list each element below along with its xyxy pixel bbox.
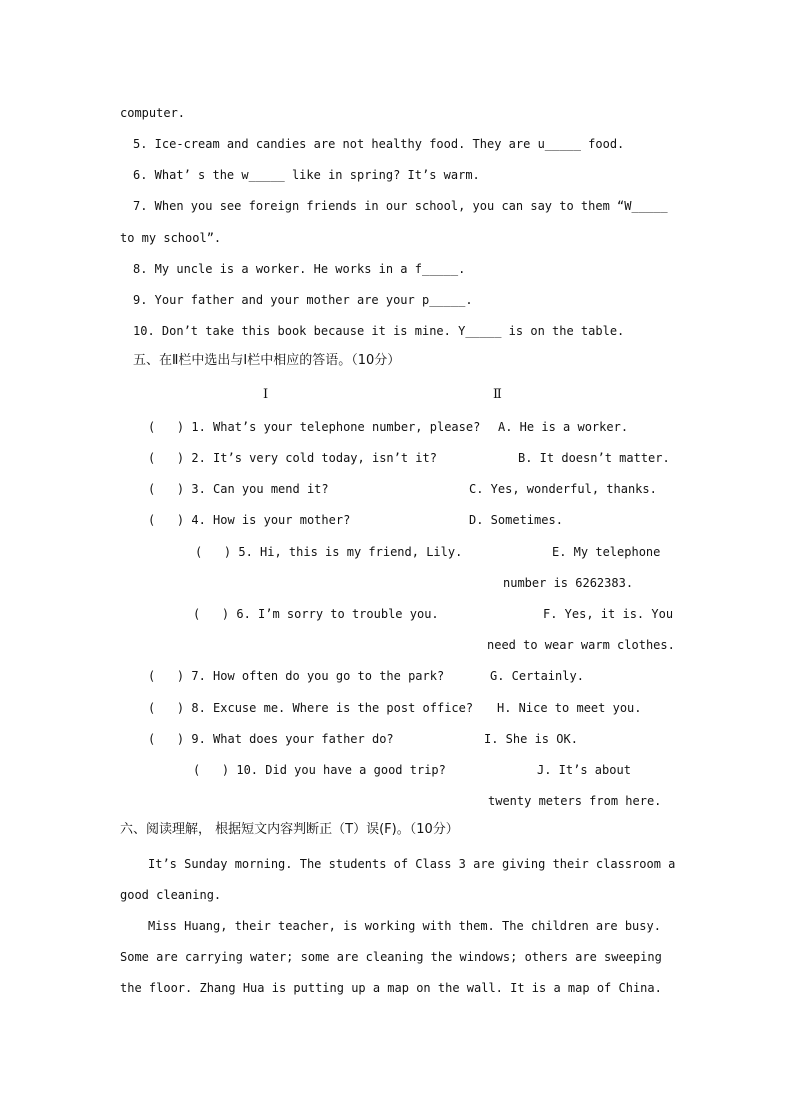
match-question-3: ( ) 3. Can you mend it? — [148, 482, 329, 496]
match-question-10: ( ) 10. Did you have a good trip? — [193, 763, 446, 777]
match-answer-j: J. It’s about — [537, 763, 631, 777]
match-question-6: ( ) 6. I’m sorry to trouble you. — [193, 607, 439, 621]
match-answer-i: I. She is OK. — [484, 732, 578, 746]
match-answer-f: F. Yes, it is. You — [543, 607, 674, 621]
match-question-1: ( ) 1. What’s your telephone number, please? — [148, 420, 481, 434]
match-question-5: ( ) 5. Hi, this is my friend, Lily. — [195, 545, 463, 559]
part4-item-7: 7. When you see foreign friends in our school, you can say to them “W_____ — [133, 199, 668, 213]
part6-heading: 六、阅读理解， 根据短文内容判断正（T）误(F)。（10分） — [120, 822, 459, 837]
match-question-8: ( ) 8. Excuse me. Where is the post office? — [148, 701, 474, 715]
match-answer-a: A. He is a worker. — [498, 420, 629, 434]
match-answer-j-cont: twenty meters from here. — [488, 794, 662, 808]
reading-line-4: Some are carrying water; some are cleaning the windows; others are sweeping — [120, 950, 662, 964]
reading-line-1: It’s Sunday morning. The students of Class 3 are giving their classroom a — [148, 857, 676, 871]
reading-line-2: good cleaning. — [120, 888, 222, 902]
match-answer-b: B. It doesn’t matter. — [518, 451, 670, 465]
part4-continuation: computer. — [120, 106, 186, 120]
match-answer-e: E. My telephone — [552, 545, 661, 559]
reading-line-5: the floor. Zhang Hua is putting up a map on the wall. It is a map of China. — [120, 981, 662, 995]
column-1-header: Ⅰ — [263, 387, 269, 402]
part4-item-5: 5. Ice-cream and candies are not healthy food. They are u_____ food. — [133, 137, 625, 151]
part5-heading: 五、在Ⅱ栏中选出与Ⅰ栏中相应的答语。（10分） — [133, 353, 401, 368]
reading-line-3: Miss Huang, their teacher, is working with them. The children are busy. — [148, 919, 661, 933]
part4-item-7-cont: to my school”. — [120, 231, 222, 245]
match-answer-d: D. Sometimes. — [469, 513, 563, 527]
match-answer-h: H. Nice to meet you. — [497, 701, 642, 715]
match-question-2: ( ) 2. It’s very cold today, isn’t it? — [148, 451, 437, 465]
match-question-7: ( ) 7. How often do you go to the park? — [148, 669, 445, 683]
part4-item-6: 6. What’ s the w_____ like in spring? It’s warm. — [133, 168, 480, 182]
column-2-header: Ⅱ — [493, 387, 502, 402]
match-question-9: ( ) 9. What does your father do? — [148, 732, 394, 746]
part4-item-10: 10. Don’t take this book because it is mine. Y_____ is on the table. — [133, 324, 625, 338]
match-answer-e-cont: number is 6262383. — [503, 576, 634, 590]
part4-item-8: 8. My uncle is a worker. He works in a f_____. — [133, 262, 466, 276]
match-answer-c: C. Yes, wonderful, thanks. — [469, 482, 657, 496]
match-question-4: ( ) 4. How is your mother? — [148, 513, 351, 527]
match-answer-g: G. Certainly. — [490, 669, 584, 683]
match-answer-f-cont: need to wear warm clothes. — [487, 638, 675, 652]
part4-item-9: 9. Your father and your mother are your p_____. — [133, 293, 473, 307]
